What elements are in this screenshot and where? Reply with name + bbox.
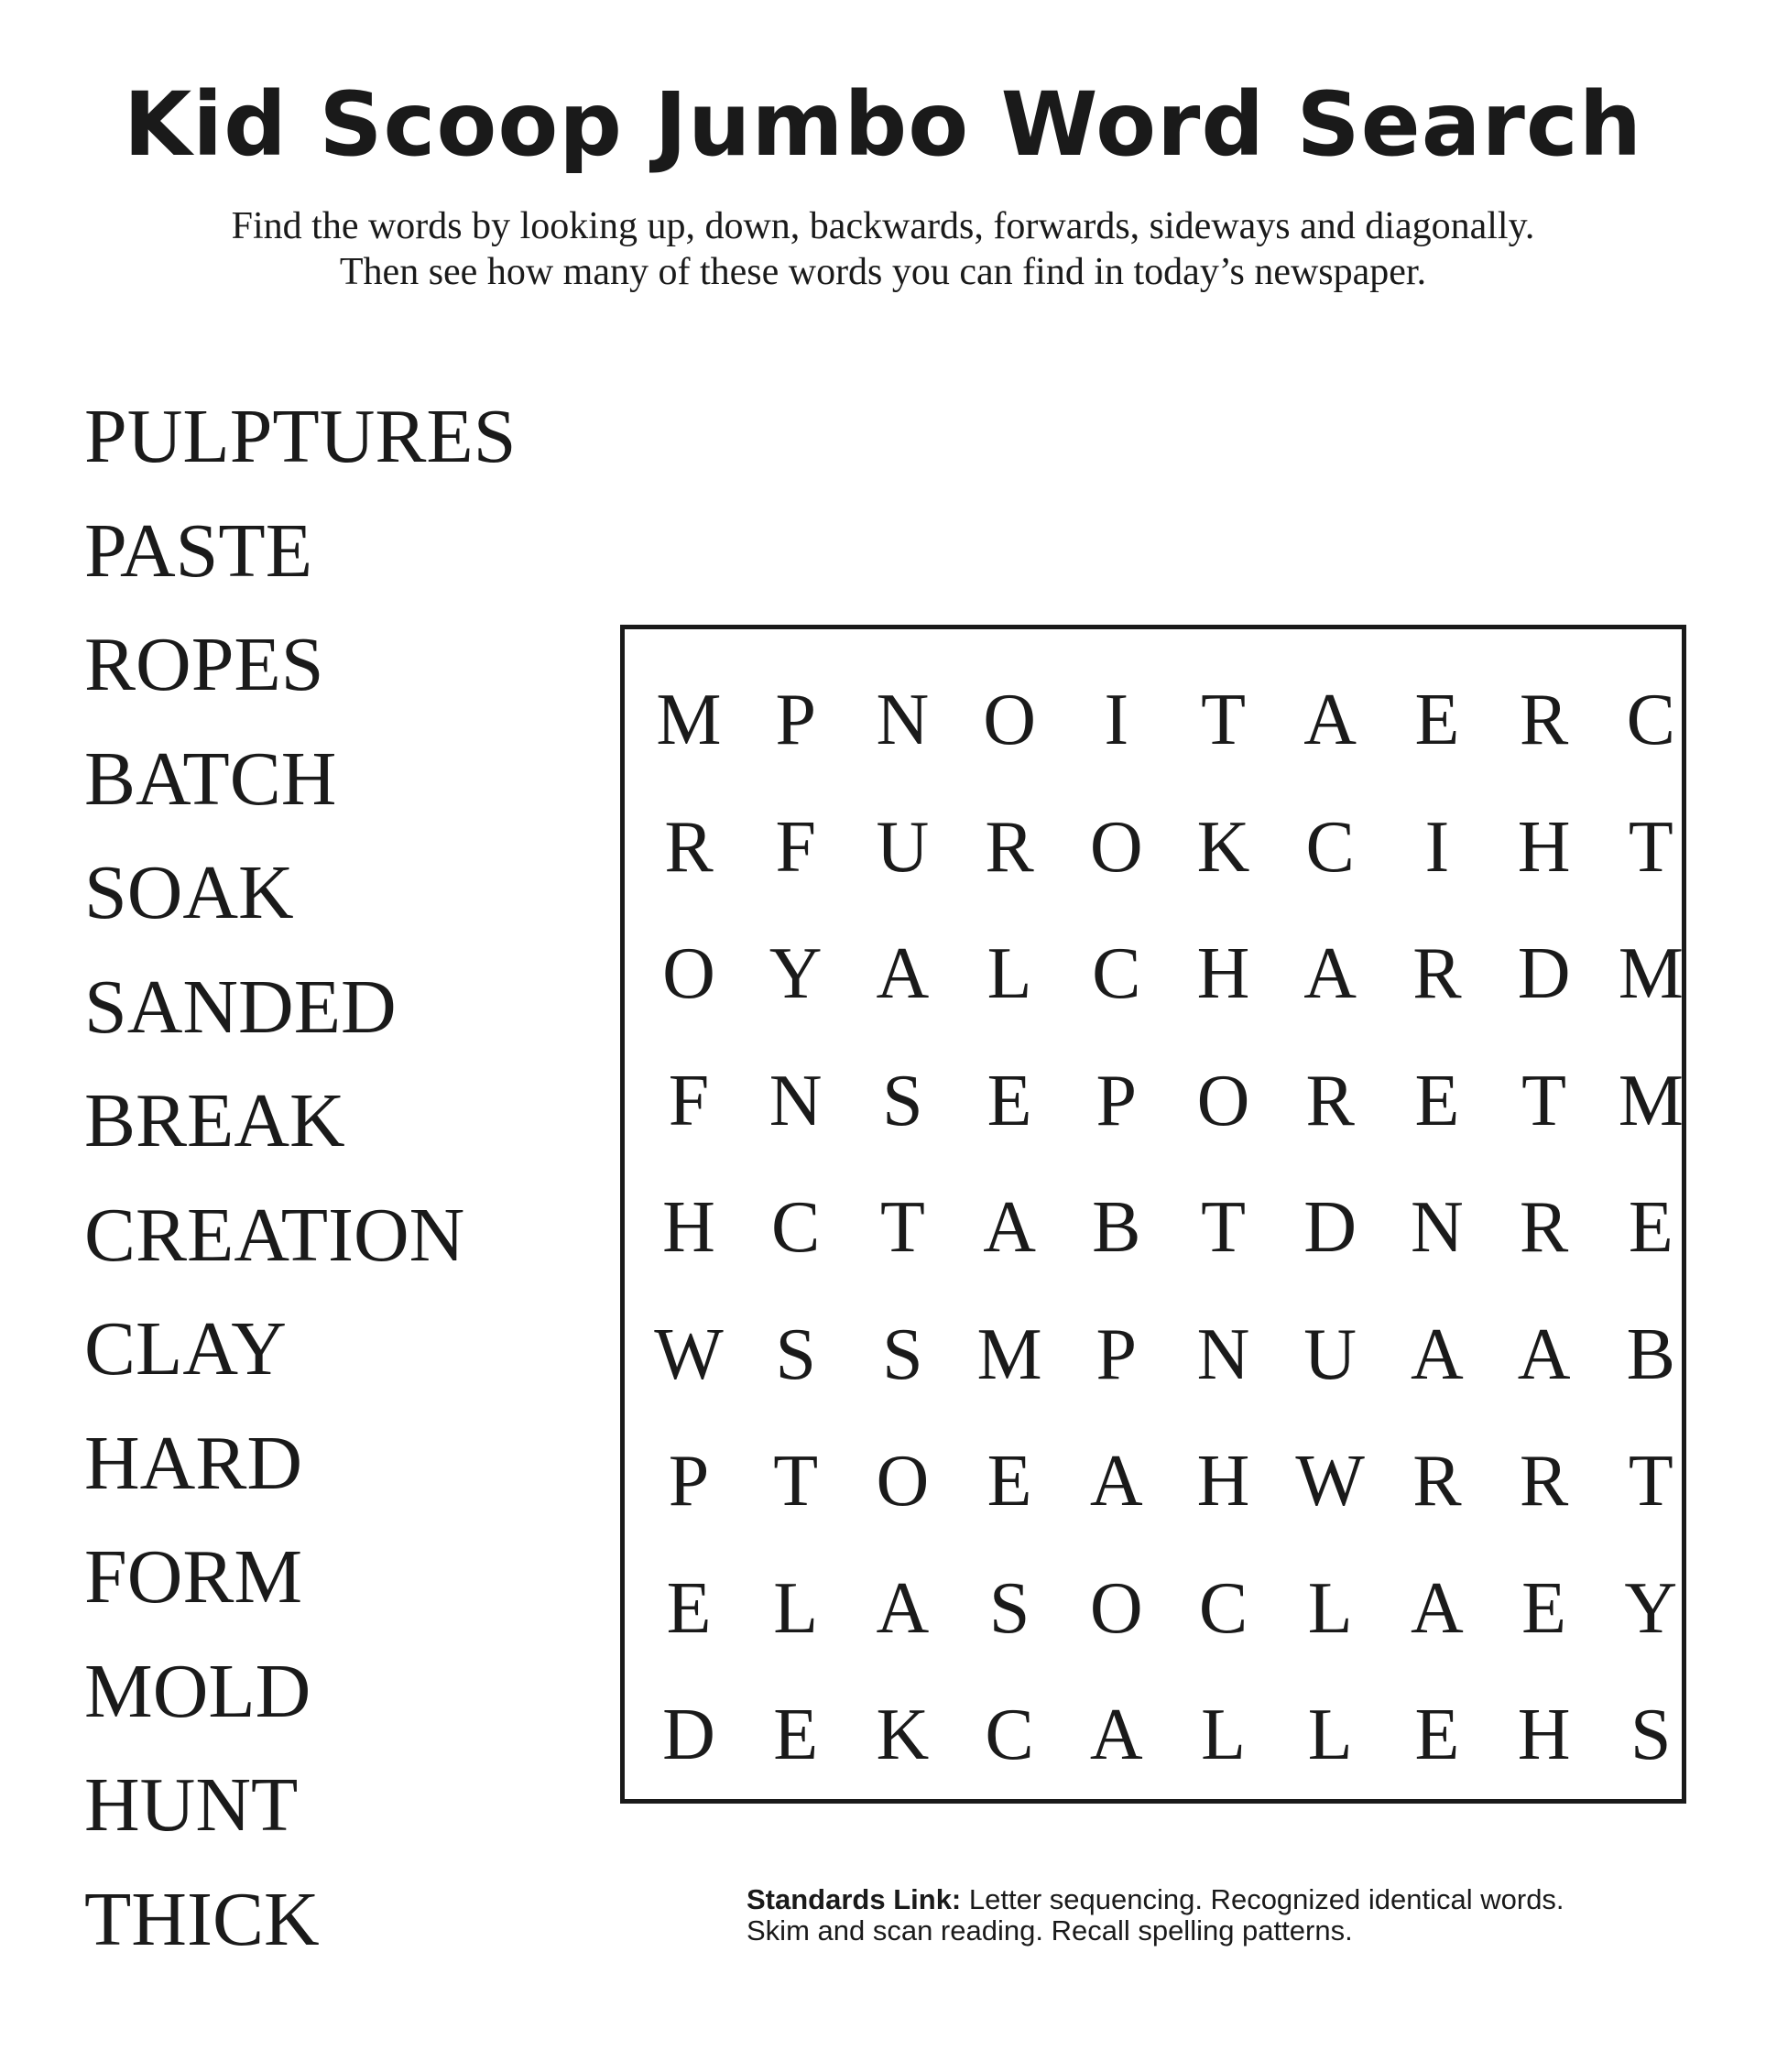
instructions-line-1: Find the words by looking up, down, backwards, forwards, sideways and diagonally.: [231, 205, 1535, 247]
word-list-item: BREAK: [84, 1078, 345, 1163]
grid-letter: A: [876, 1567, 930, 1649]
grid-letter: O: [1196, 1060, 1250, 1141]
grid-letter: U: [1303, 1314, 1357, 1395]
grid-letter: F: [668, 1060, 710, 1141]
word-search-grid: [620, 625, 1686, 1804]
grid-letter: O: [662, 933, 715, 1014]
grid-letter: C: [1305, 806, 1355, 888]
word-list-item: FORM: [84, 1534, 303, 1619]
standards-line-1: [747, 1884, 1662, 1915]
word-list-item: SANDED: [84, 964, 397, 1050]
grid-letter: P: [1096, 1060, 1138, 1141]
grid-letter: P: [668, 1441, 710, 1521]
grid-letter: M: [656, 680, 722, 760]
grid-row: [625, 911, 1682, 1037]
word-list-item: PULPTURES: [84, 394, 517, 479]
grid-letter: W: [1295, 1441, 1365, 1521]
grid-letter: A: [1411, 1567, 1464, 1649]
word-list-item: HARD: [84, 1420, 303, 1506]
grid-letter: S: [882, 1314, 923, 1395]
grid-row: [625, 1164, 1682, 1291]
grid-letter: R: [1412, 933, 1462, 1014]
grid-letter: M: [1618, 1060, 1684, 1141]
grid-letter: P: [1096, 1314, 1138, 1395]
word-list-item: BATCH: [84, 736, 337, 822]
grid-letter: Y: [769, 933, 823, 1014]
grid-letter: H: [1196, 1441, 1250, 1521]
grid-letter: O: [876, 1441, 930, 1521]
grid-letter: N: [1196, 1314, 1250, 1395]
grid-letter: A: [1303, 680, 1357, 760]
grid-letter: K: [1196, 806, 1250, 888]
grid-letter: M: [1618, 933, 1684, 1014]
standards-text-1: Letter sequencing. Recognized identical words.: [961, 1883, 1564, 1915]
grid-letter: M: [976, 1314, 1042, 1395]
grid-row: [625, 1292, 1682, 1418]
word-list-item: SOAK: [84, 850, 294, 935]
grid-letter: H: [1517, 806, 1571, 888]
grid-letter: A: [1303, 933, 1357, 1014]
grid-letter: B: [1626, 1314, 1675, 1395]
grid-letter: O: [983, 680, 1036, 760]
standards-label: Standards Link:: [747, 1883, 962, 1915]
grid-letter: R: [1519, 1441, 1569, 1521]
grid-letter: U: [876, 806, 930, 888]
grid-letter: R: [1519, 1187, 1569, 1268]
grid-letter: C: [771, 1187, 821, 1268]
grid-letter: A: [876, 933, 930, 1014]
grid-letter: E: [666, 1567, 712, 1649]
instructions: [0, 203, 1766, 295]
grid-letter: S: [1630, 1695, 1672, 1775]
grid-letter: C: [1626, 680, 1675, 760]
word-list-item: CLAY: [84, 1306, 287, 1391]
word-list-item: PASTE: [84, 507, 313, 594]
grid-letter: D: [1517, 933, 1571, 1014]
grid-letter: H: [662, 1187, 715, 1268]
grid-letter: S: [882, 1060, 923, 1141]
word-list: [84, 380, 516, 1977]
grid-letter: L: [1307, 1695, 1353, 1775]
grid-letter: L: [1201, 1695, 1246, 1775]
grid-letter: R: [1519, 680, 1569, 760]
grid-letter: O: [1089, 806, 1143, 888]
grid-letter: L: [773, 1567, 819, 1649]
grid-letter: D: [662, 1695, 715, 1775]
grid-row: [625, 1545, 1682, 1672]
grid-letter: T: [1628, 1441, 1673, 1521]
grid-letter: O: [1089, 1567, 1143, 1649]
grid-row: [625, 1672, 1682, 1798]
grid-letter: T: [1201, 680, 1246, 760]
grid-letter: N: [1411, 1187, 1464, 1268]
grid-letter: Y: [1624, 1567, 1678, 1649]
grid-letter: S: [988, 1567, 1030, 1649]
grid-letter: N: [769, 1060, 823, 1141]
grid-row: [625, 784, 1682, 911]
grid-letter: T: [879, 1187, 925, 1268]
grid-letter: F: [775, 806, 816, 888]
grid-letter: K: [876, 1695, 930, 1775]
grid-letter: E: [1414, 1695, 1460, 1775]
grid-letter: S: [775, 1314, 816, 1395]
grid-letter: L: [1307, 1567, 1353, 1649]
grid-letter: E: [987, 1060, 1032, 1141]
word-list-item: ROPES: [84, 622, 324, 707]
grid-letter: C: [1092, 933, 1141, 1014]
page-title: Kid Scoop Jumbo Word Search: [123, 73, 1643, 176]
grid-letter: H: [1517, 1695, 1571, 1775]
grid-letter: N: [876, 680, 930, 760]
grid-letter: W: [654, 1314, 724, 1395]
grid-row: [625, 1038, 1682, 1164]
grid-letter: C: [985, 1695, 1034, 1775]
grid-letter: B: [1092, 1187, 1141, 1268]
grid-letter: L: [987, 933, 1032, 1014]
word-list-item: CREATION: [84, 1192, 465, 1278]
grid-letter: A: [1411, 1314, 1464, 1395]
grid-letter: E: [987, 1441, 1032, 1521]
grid-letter: P: [775, 680, 816, 760]
grid-letter: T: [1201, 1187, 1246, 1268]
grid-letter: R: [1412, 1441, 1462, 1521]
grid-letter: I: [1104, 680, 1129, 760]
grid-letter: A: [983, 1187, 1036, 1268]
word-list-item: HUNT: [84, 1762, 299, 1848]
grid-letter: D: [1303, 1187, 1357, 1268]
grid-letter: C: [1198, 1567, 1248, 1649]
grid-letter: E: [1414, 1060, 1460, 1141]
grid-letter: E: [1521, 1567, 1567, 1649]
standards-link: [747, 1884, 1662, 1947]
standards-line-2: Skim and scan reading. Recall spelling patterns.: [747, 1914, 1353, 1947]
grid-letter: A: [1089, 1695, 1143, 1775]
word-list-item: MOLD: [84, 1648, 311, 1734]
grid-letter: H: [1196, 933, 1250, 1014]
grid-letter: E: [1414, 680, 1460, 760]
grid-letter: E: [1628, 1187, 1673, 1268]
grid-letter: R: [664, 806, 714, 888]
word-list-item: THICK: [84, 1876, 320, 1962]
grid-letter: R: [1305, 1060, 1355, 1141]
grid-letter: A: [1517, 1314, 1571, 1395]
grid-letter: T: [1628, 806, 1673, 888]
grid-row: [625, 657, 1682, 783]
grid-letter: I: [1424, 806, 1450, 888]
grid-letter: E: [773, 1695, 819, 1775]
grid-letter: A: [1089, 1441, 1143, 1521]
instructions-line-2: Then see how many of these words you can find in today’s newspaper.: [339, 251, 1427, 293]
grid-letter: T: [773, 1441, 819, 1521]
grid-letter: T: [1521, 1060, 1567, 1141]
grid-row: [625, 1418, 1682, 1544]
grid-letter: R: [985, 806, 1034, 888]
